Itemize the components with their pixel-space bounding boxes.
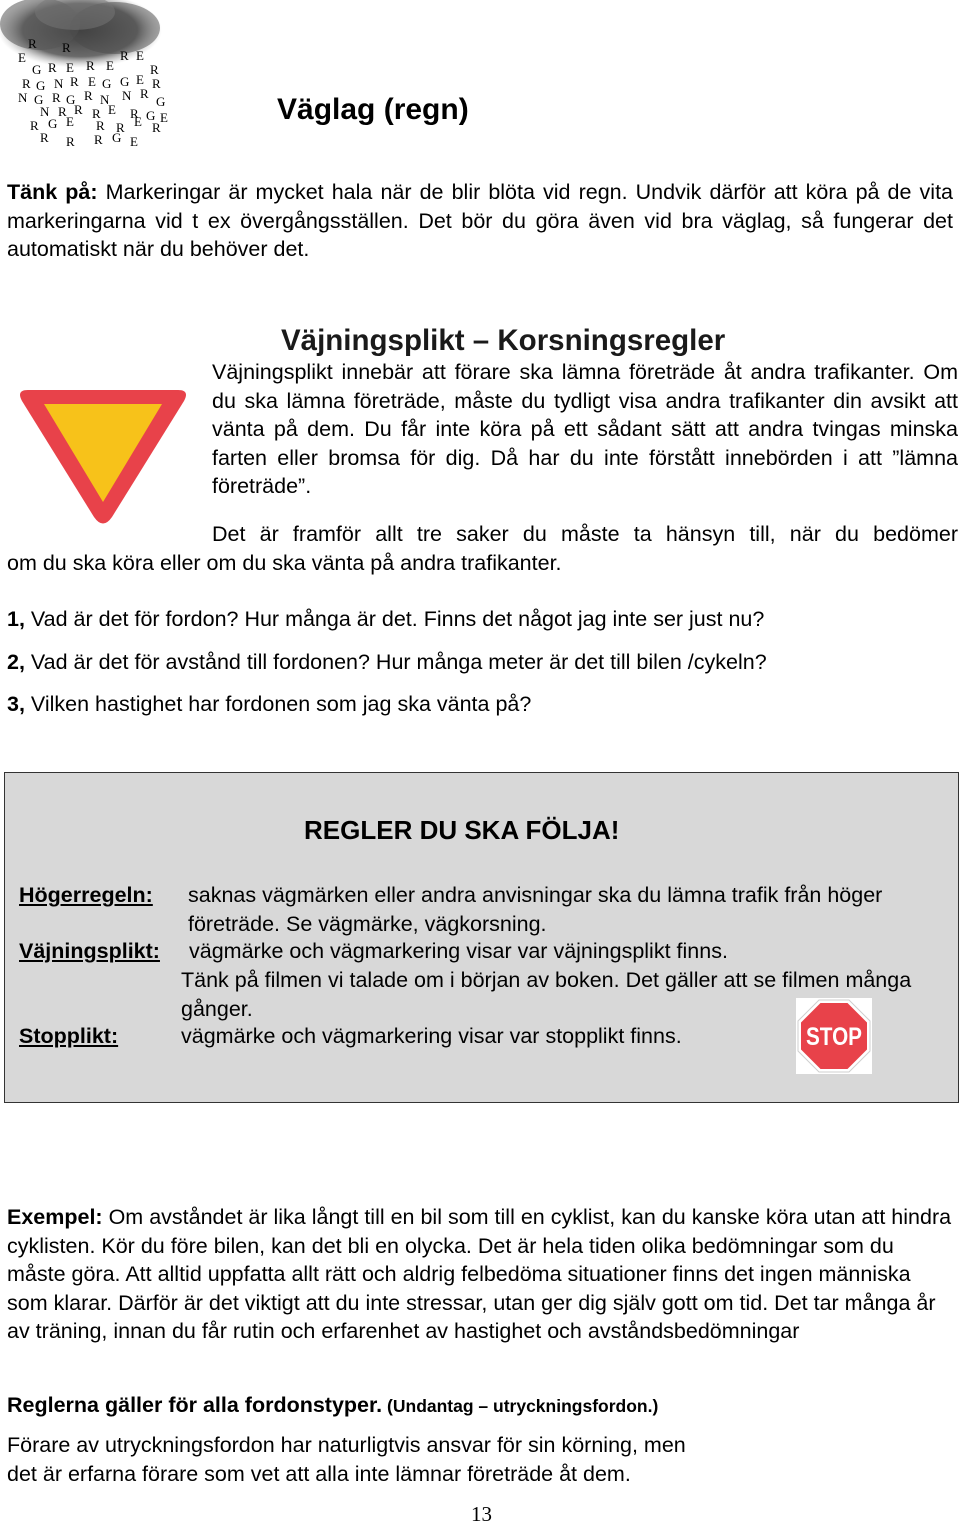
- rain-letter: R: [70, 74, 79, 89]
- rain-letter: R: [150, 62, 159, 77]
- vajningsplikt-note: Tänk på filmen vi talade om i början av boken. Det gäller att se filmen många gånger.: [181, 968, 912, 1021]
- rain-letter: E: [130, 134, 138, 149]
- rain-letter: R: [48, 60, 57, 75]
- question-text: Vad är det för fordon? Hur många är det. Finns det något jag inte ser just nu?: [24, 607, 765, 631]
- stopplikt-text: vägmärke och vägmarkering visar var stopplikt finns.: [181, 1024, 682, 1048]
- rain-letter: R: [30, 118, 39, 133]
- exempel-text: Om avståndet är lika långt till en bil som till en cyklist, kan du kanske köra utan att hindra cyklisten. Kör du före bilen, kan det bli en olycka. Det är hela tiden olika bedömningar som du måste göra. Att alltid uppfatta allt rätt och aldrig felbedöma situationer finns det ingen människa som klarar. Därför är det viktigt att du inte stressar, utan ger dig själv gott om tid. Det tar många år av träning, innan du får rutin och erfarenhet av hastighet och avståndsbedömningar: [7, 1205, 952, 1343]
- stopplikt-label: Stopplikt:: [19, 1024, 119, 1048]
- rain-letter: E: [66, 60, 74, 75]
- rules-heading: REGLER DU SKA FÖLJA!: [304, 815, 620, 845]
- rain-letter: N: [40, 104, 50, 119]
- rain-letter: G: [48, 116, 58, 131]
- rain-letter: G: [120, 74, 130, 89]
- rain-letter: G: [146, 108, 156, 123]
- rain-letter: R: [86, 58, 95, 73]
- rain-letter: N: [54, 76, 64, 91]
- rain-letter: R: [66, 134, 75, 149]
- rain-letter: G: [32, 62, 42, 77]
- three-things-line-2: om du ska köra eller om du ska vänta på andra trafikanter.: [7, 550, 562, 575]
- rain-letters-cloud-icon: [0, 0, 170, 160]
- question-1: [7, 605, 764, 634]
- rain-letter: R: [22, 76, 31, 91]
- reglerna-line: [7, 1391, 658, 1421]
- rain-letter: E: [136, 72, 144, 87]
- rain-letter: E: [88, 74, 96, 89]
- hogerregeln-text: saknas vägmärken eller andra anvisningar ska du lämna trafik från höger företräde. Se vägmärke, vägkorsning.: [188, 883, 883, 936]
- rain-letter: R: [116, 120, 125, 135]
- question-text: Vad är det för avstånd till fordonen? Hur många meter är det till bilen /cykeln?: [24, 650, 767, 674]
- rain-letter: E: [136, 48, 144, 63]
- question-3: [7, 690, 531, 719]
- vajningsplikt-label: Väjningsplikt:: [19, 939, 160, 963]
- question-number: 2,: [7, 650, 25, 674]
- rain-letter: R: [52, 90, 61, 105]
- page-title: Väglag (regn): [277, 93, 469, 126]
- rain-letter: R: [92, 106, 101, 121]
- hogerregeln-label: Högerregeln:: [19, 883, 153, 907]
- rain-letter: R: [140, 86, 149, 101]
- rain-letter: E: [106, 58, 114, 73]
- reglerna-note: (Undantag – utryckningsfordon.): [382, 1396, 659, 1416]
- forare-line-1: Förare av utryckningsfordon har naturligtvis ansvar för sin körning, men: [7, 1433, 686, 1457]
- vajningsplikt-rule-text: vägmärke och vägmarkering visar var väjningsplikt finns.: [189, 939, 728, 963]
- tank-pa-label: Tänk på:: [7, 180, 98, 204]
- rain-letter: E: [160, 110, 168, 125]
- rain-letter: E: [134, 114, 142, 129]
- tank-pa-paragraph: [7, 178, 953, 264]
- rain-letter: R: [74, 102, 83, 117]
- reglerna-bold: Reglerna gäller för alla fordonstyper.: [7, 1393, 383, 1417]
- forare-paragraph: [7, 1431, 807, 1488]
- question-text: Vilken hastighet har fordonen som jag ska vänta på?: [24, 692, 532, 716]
- rain-letter: G: [36, 78, 46, 93]
- rain-letter: G: [34, 92, 44, 107]
- rain-letter: R: [28, 36, 37, 51]
- page-number: 13: [471, 1502, 492, 1525]
- rain-letter: R: [62, 40, 71, 55]
- rain-letter: E: [108, 102, 116, 117]
- three-things-line-1: Det är framför allt tre saker du måste ta hänsyn till, när du bedömer: [212, 522, 958, 546]
- rain-letter: N: [122, 88, 132, 103]
- rain-letter: G: [112, 130, 122, 145]
- section-heading: Väjningsplikt – Korsningsregler: [281, 324, 726, 357]
- rain-letter: R: [130, 106, 139, 121]
- rain-letter: E: [18, 50, 26, 65]
- rain-letter: G: [66, 92, 76, 107]
- rain-letter: G: [102, 76, 112, 91]
- rain-letter: N: [18, 90, 28, 105]
- rain-letter: R: [94, 132, 103, 147]
- tank-pa-text: Markeringar är mycket hala när de blir blöta vid regn. Undvik därför att köra på de vita markeringarna vid t ex övergångsställen. Det bör du göra även vid bra väglag, så fungerar det automatiskt när du behöver det.: [7, 180, 953, 261]
- rain-letter: N: [100, 92, 110, 107]
- vajningsplikt-paragraph: Väjningsplikt innebär att förare ska lämna företräde åt andra trafikanter. Om du ska lämna företräde, måste du tydligt visa andra trafikanter din avsikt att vänta på dem. Du får inte köra på ett sådant sätt att andra tvingas minska farten eller bromsa för dig. Då har du inte förstått innebörden i att ”lämna företräde”.: [212, 360, 958, 498]
- stop-sign-icon: [796, 998, 872, 1074]
- rain-letter: R: [58, 104, 67, 119]
- yield-sign-icon: [14, 382, 192, 527]
- question-number: 1,: [7, 607, 25, 631]
- rain-letter: R: [120, 48, 129, 63]
- question-2: [7, 648, 767, 677]
- rain-letter: E: [66, 114, 74, 129]
- question-number: 3,: [7, 692, 25, 716]
- rain-letter: R: [152, 76, 161, 91]
- rain-letter: R: [84, 88, 93, 103]
- rain-letter: R: [96, 118, 105, 133]
- exempel-label: Exempel:: [7, 1205, 103, 1229]
- forare-line-2: det är erfarna förare som vet att alla inte lämnar företräde åt dem.: [7, 1461, 631, 1486]
- rain-letter: G: [156, 94, 166, 109]
- rain-letter: R: [152, 120, 161, 135]
- three-things-paragraph: [7, 520, 958, 577]
- rain-letter: R: [40, 130, 49, 145]
- stop-sign-text: STOP: [806, 1023, 862, 1051]
- exempel-paragraph: [7, 1203, 952, 1346]
